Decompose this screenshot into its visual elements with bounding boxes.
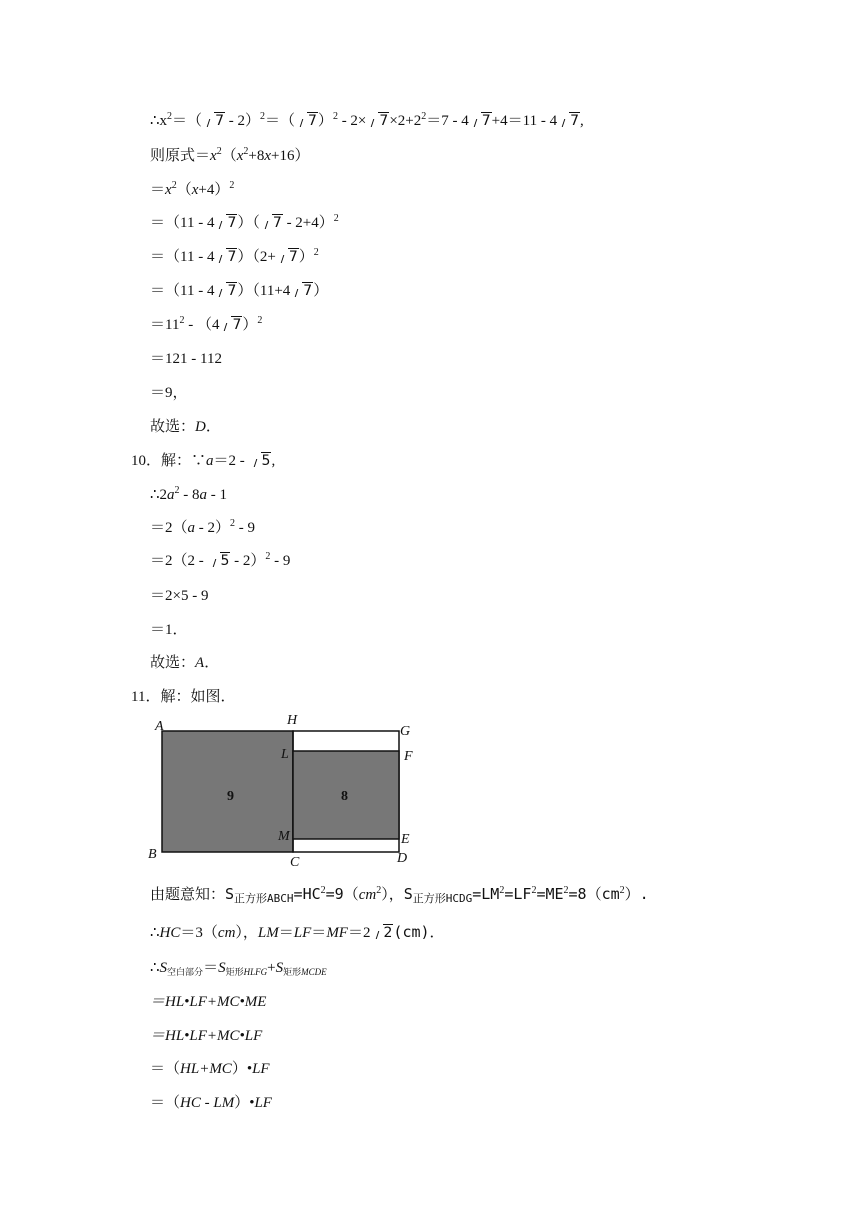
line-original-expression: 则原式$=x^2(x^2+8x+16)$	[150, 146, 310, 164]
label-b: B	[148, 847, 157, 862]
label-g: G	[400, 724, 411, 739]
line-step-5: ＝（11 - 4 $7)(2+ 7)^2$	[150, 247, 319, 265]
label-c: C	[290, 855, 300, 870]
line-x-squared: $\therefore x^2=$（ 7 - 2）$^2$＝（ $7)^2 - 2\times 7\times 2+2^2=7 - 4$ 7+4＝11 - 4 7,	[150, 111, 584, 129]
q11-step-4: ＝HL•LF+MC•ME	[150, 994, 267, 1010]
line-step-4: ＝（11 - 4 7）（ 7 - 2+4）$^2$	[150, 213, 339, 231]
area-label-8: 8	[341, 789, 348, 804]
line-step-7: $=11^2 - (4$ 7）$^2$	[150, 315, 263, 333]
q11-step-5: ＝HL•LF+MC•LF	[150, 1028, 263, 1044]
line-step-8: ＝121 - 112	[150, 351, 222, 367]
q10-answer-a: 故选：A．	[150, 655, 220, 671]
geometry-figure	[145, 712, 425, 872]
line-answer-d: 故选：D．	[150, 419, 221, 435]
label-f: F	[404, 749, 413, 764]
q11-known-areas: 由题意知：$S_{正方形ABCH}=HC^2=9(cm^2)$，$S_{正方形HCDG}=LM^2=LF^2=ME^2=8(cm^2)$.	[150, 885, 649, 905]
label-m: M	[278, 829, 290, 844]
sqrt-symbol: 7	[203, 111, 225, 131]
q10-step-3: ＝2（2 - 5 - 2）$^2$ - 9	[150, 551, 291, 569]
line-step-9: ＝9，	[150, 385, 188, 401]
label-h: H	[287, 713, 298, 728]
line-step-6: ＝（11 - 4 7）（11+4 7）	[150, 283, 329, 299]
label-e: E	[401, 832, 410, 847]
label-d: D	[397, 851, 408, 866]
area-label-9: 9	[227, 789, 234, 804]
q10-step-5: ＝1．	[150, 622, 188, 638]
q11-step-6: ＝（HL+MC）•LF	[150, 1061, 270, 1077]
q11-step-7: ＝（HC - LM）•LF	[150, 1095, 272, 1111]
q11-heading: 11．解：如图．	[131, 689, 236, 705]
q10-step-1: $\therefore 2a^2 - 8a - 1$	[150, 485, 228, 503]
label-l: L	[281, 747, 289, 762]
q10-heading: 10．解：∵a＝2 - 5,	[131, 453, 276, 469]
q10-step-4: ＝2×5 - 9	[150, 588, 209, 604]
q11-lengths: ∴HC＝3（cm），LM＝LF＝MF＝2 2(cm)．	[150, 923, 445, 941]
q10-step-2: ＝2（a - 2）$^2$ - 9	[150, 518, 256, 536]
q11-blank-area: $\therefore S_{空白部分}=S_{矩形HLFG}+S_{矩形MCDE}$	[150, 960, 327, 977]
label-a: A	[155, 719, 164, 734]
line-step-3: $=x^2(x+4)^2$	[150, 180, 235, 198]
